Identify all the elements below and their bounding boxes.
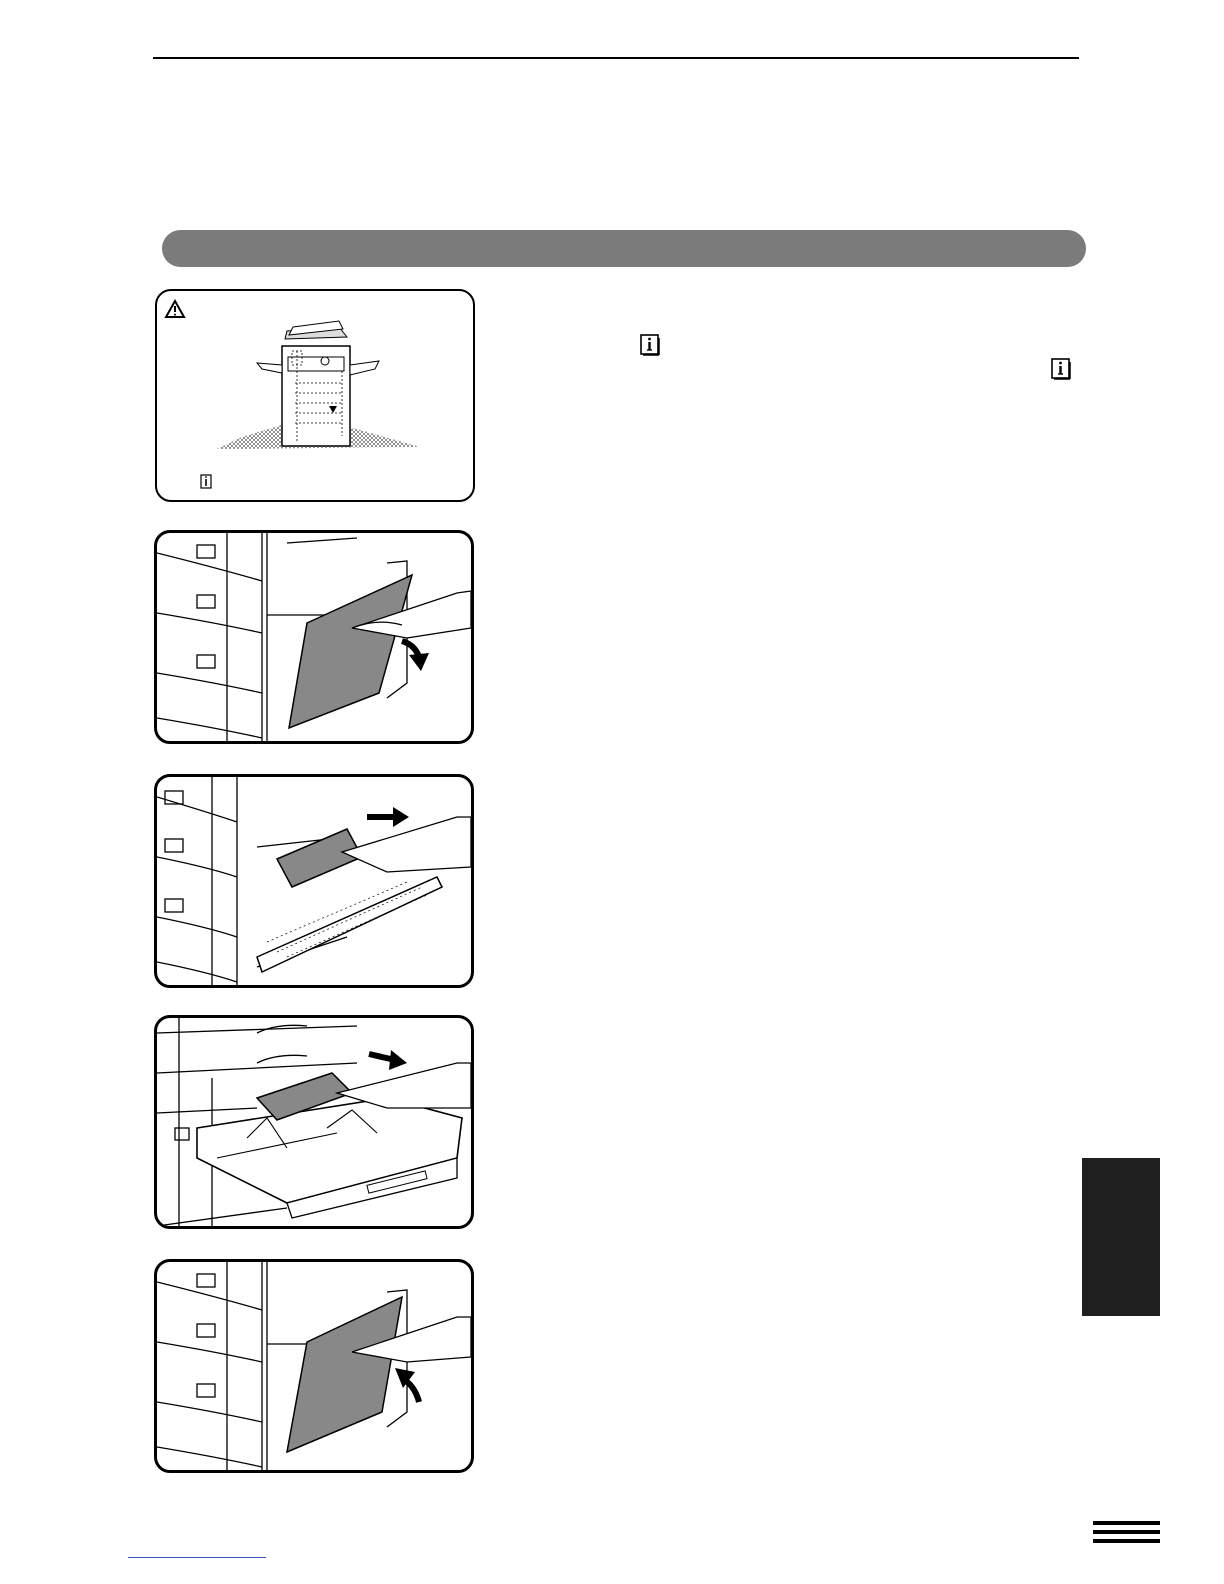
step-open-side-cover-figure (154, 530, 474, 744)
footer-link-underline (128, 1557, 266, 1558)
arrow-right-icon (369, 1050, 407, 1070)
warning-triangle-icon (166, 301, 184, 317)
page-end-marks (1093, 1521, 1160, 1548)
arrow-right-icon (367, 807, 409, 827)
chapter-side-tab (1082, 1158, 1160, 1316)
step-remove-paper-from-tray-figure (154, 1015, 474, 1229)
header-rule (153, 57, 1079, 59)
info-manual-icon (640, 334, 662, 356)
warning-location-figure (155, 289, 475, 502)
info-manual-icon (201, 475, 211, 488)
info-manual-icon (1051, 358, 1073, 380)
step-remove-misfed-paper-figure (154, 774, 474, 988)
arrow-down-icon (402, 641, 429, 671)
step-close-side-cover-figure (154, 1259, 474, 1473)
section-heading-bar (162, 230, 1086, 267)
